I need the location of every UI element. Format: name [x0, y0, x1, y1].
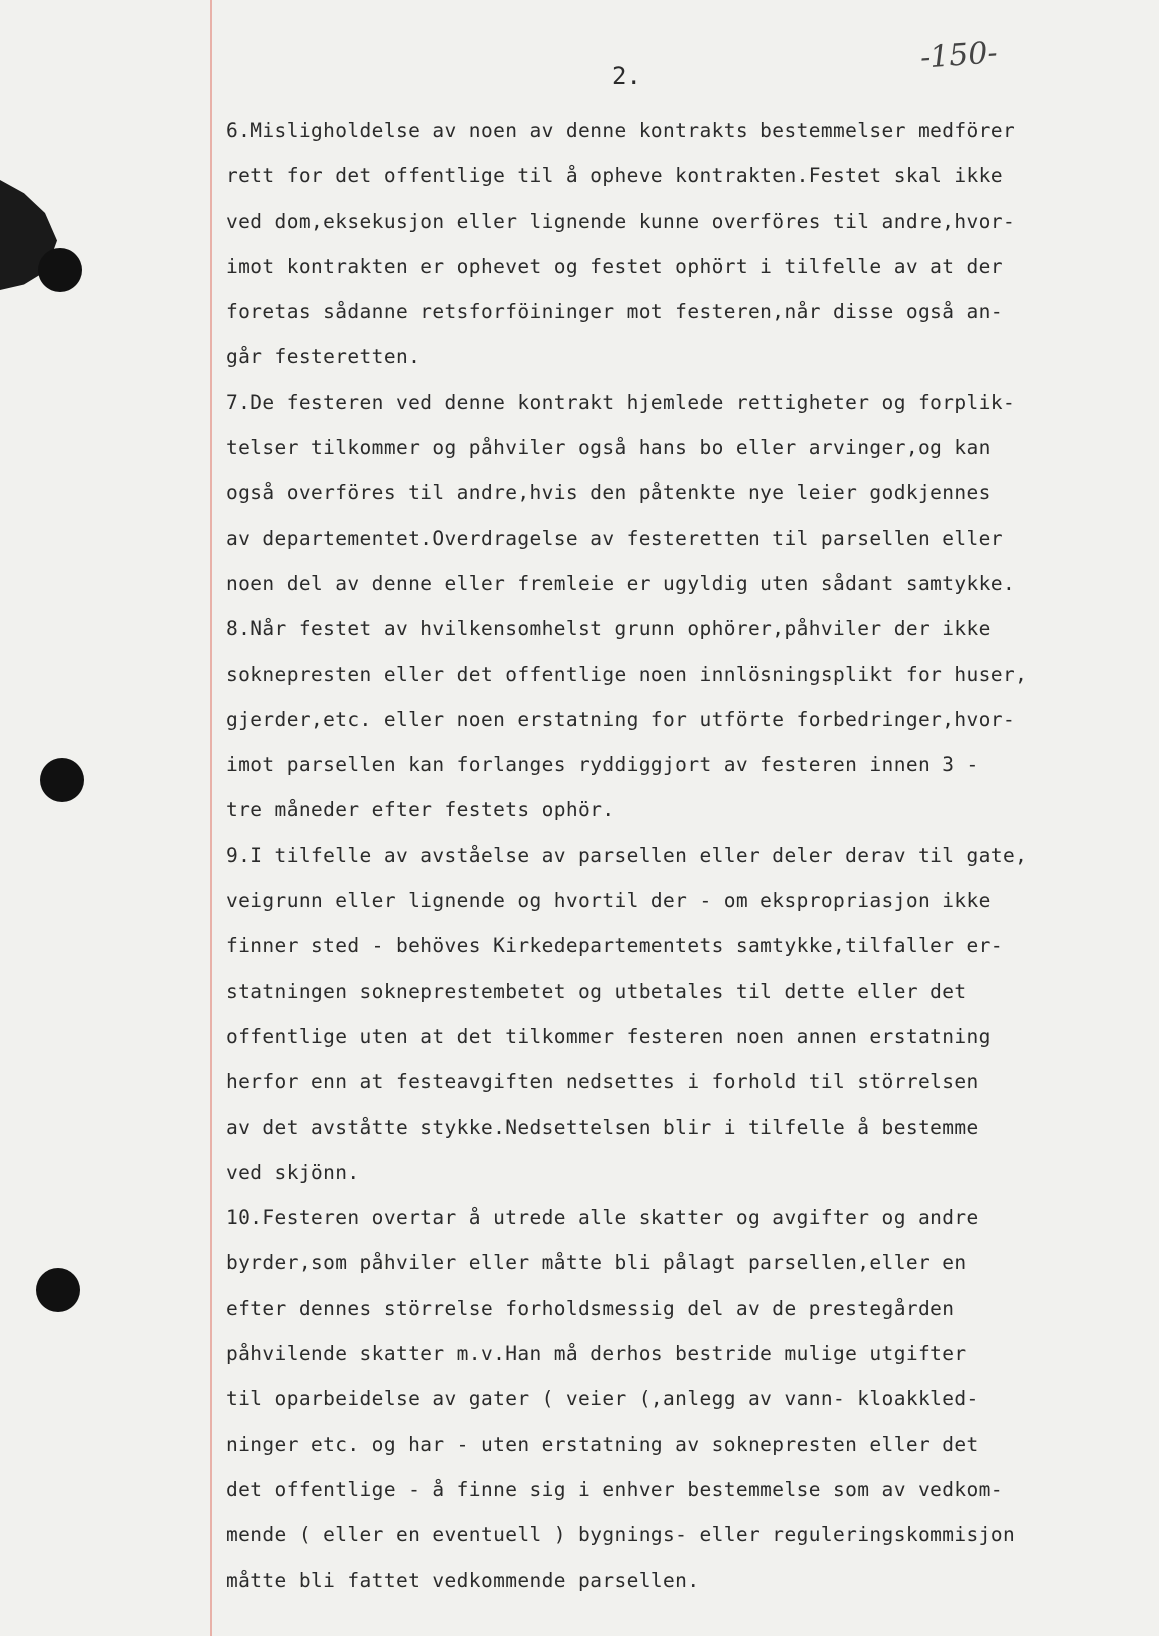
- text-line: 9.I tilfelle av avståelse av parsellen eller deler derav til gate,: [226, 843, 1028, 867]
- text-line: offentlige uten at det tilkommer festeren noen annen erstatning: [226, 1024, 991, 1048]
- text-line: byrder,som påhviler eller måtte bli pålagt parsellen,eller en: [226, 1251, 967, 1275]
- punch-hole: [38, 248, 82, 292]
- text-line: av departementet.Overdragelse av festeretten til parsellen eller: [226, 526, 1003, 550]
- text-line: av det avståtte stykke.Nedsettelsen blir i tilfelle å bestemme: [226, 1115, 979, 1139]
- text-line: også overföres til andre,hvis den påtenkte nye leier godkjennes: [226, 481, 991, 505]
- text-line: soknepresten eller det offentlige noen innlösningsplikt for huser,: [226, 662, 1028, 686]
- body-text: [226, 108, 1131, 1603]
- text-line: det offentlige - å finne sig i enhver bestemmelse som av vedkom-: [226, 1477, 1003, 1501]
- text-line: imot parsellen kan forlanges ryddiggjort av festeren innen 3 -: [226, 753, 979, 777]
- text-line: påhvilende skatter m.v.Han må derhos bestride mulige utgifter: [226, 1342, 967, 1366]
- text-line: 8.Når festet av hvilkensomhelst grunn ophörer,påhviler der ikke: [226, 617, 991, 641]
- text-line: telser tilkommer og påhviler også hans bo eller arvinger,og kan: [226, 436, 991, 460]
- text-line: statningen sokneprestembetet og utbetales til dette eller det: [226, 979, 967, 1003]
- punch-hole: [36, 1268, 80, 1312]
- text-line: 10.Festeren overtar å utrede alle skatter og avgifter og andre: [226, 1206, 979, 1230]
- text-line: herfor enn at festeavgiften nedsettes i forhold til störrelsen: [226, 1070, 979, 1094]
- text-line: gjerder,etc. eller noen erstatning for utförte forbedringer,hvor-: [226, 707, 1016, 731]
- text-line: går festeretten.: [226, 345, 421, 369]
- text-line: efter dennes störrelse forholdsmessig del av de prestegården: [226, 1296, 955, 1320]
- text-line: ved skjönn.: [226, 1160, 360, 1184]
- text-line: til oparbeidelse av gater ( veier (,anlegg av vann- kloakkled-: [226, 1387, 979, 1411]
- text-line: 7.De festeren ved denne kontrakt hjemlede rettigheter og forplik-: [226, 390, 1016, 414]
- punch-hole: [40, 758, 84, 802]
- page-number: 2.: [612, 62, 641, 90]
- text-line: måtte bli fattet vedkommende parsellen.: [226, 1568, 700, 1592]
- folio-number: -150-: [918, 35, 999, 76]
- text-line: rett for det offentlige til å opheve kontrakten.Festet skal ikke: [226, 164, 1003, 188]
- text-line: imot kontrakten er ophevet og festet ophört i tilfelle av at der: [226, 254, 1003, 278]
- text-line: 6.Misligholdelse av noen av denne kontrakts bestemmelser medförer: [226, 119, 1016, 142]
- text-line: tre måneder efter festets ophör.: [226, 798, 615, 822]
- text-line: ninger etc. og har - uten erstatning av soknepresten eller det: [226, 1432, 979, 1456]
- text-line: finner sted - behöves Kirkedepartementets samtykke,tilfaller er-: [226, 934, 1003, 958]
- text-line: foretas sådanne retsforföininger mot festeren,når disse også an-: [226, 300, 1003, 324]
- text-line: noen del av denne eller fremleie er ugyldig uten sådant samtykke.: [226, 571, 1016, 595]
- text-line: ved dom,eksekusjon eller lignende kunne overföres til andre,hvor-: [226, 209, 1016, 233]
- text-line: mende ( eller en eventuell ) bygnings- eller reguleringskommisjon: [226, 1523, 1016, 1547]
- text-line: veigrunn eller lignende og hvortil der - om ekspropriasjon ikke: [226, 889, 991, 913]
- margin-rule: [210, 0, 212, 1636]
